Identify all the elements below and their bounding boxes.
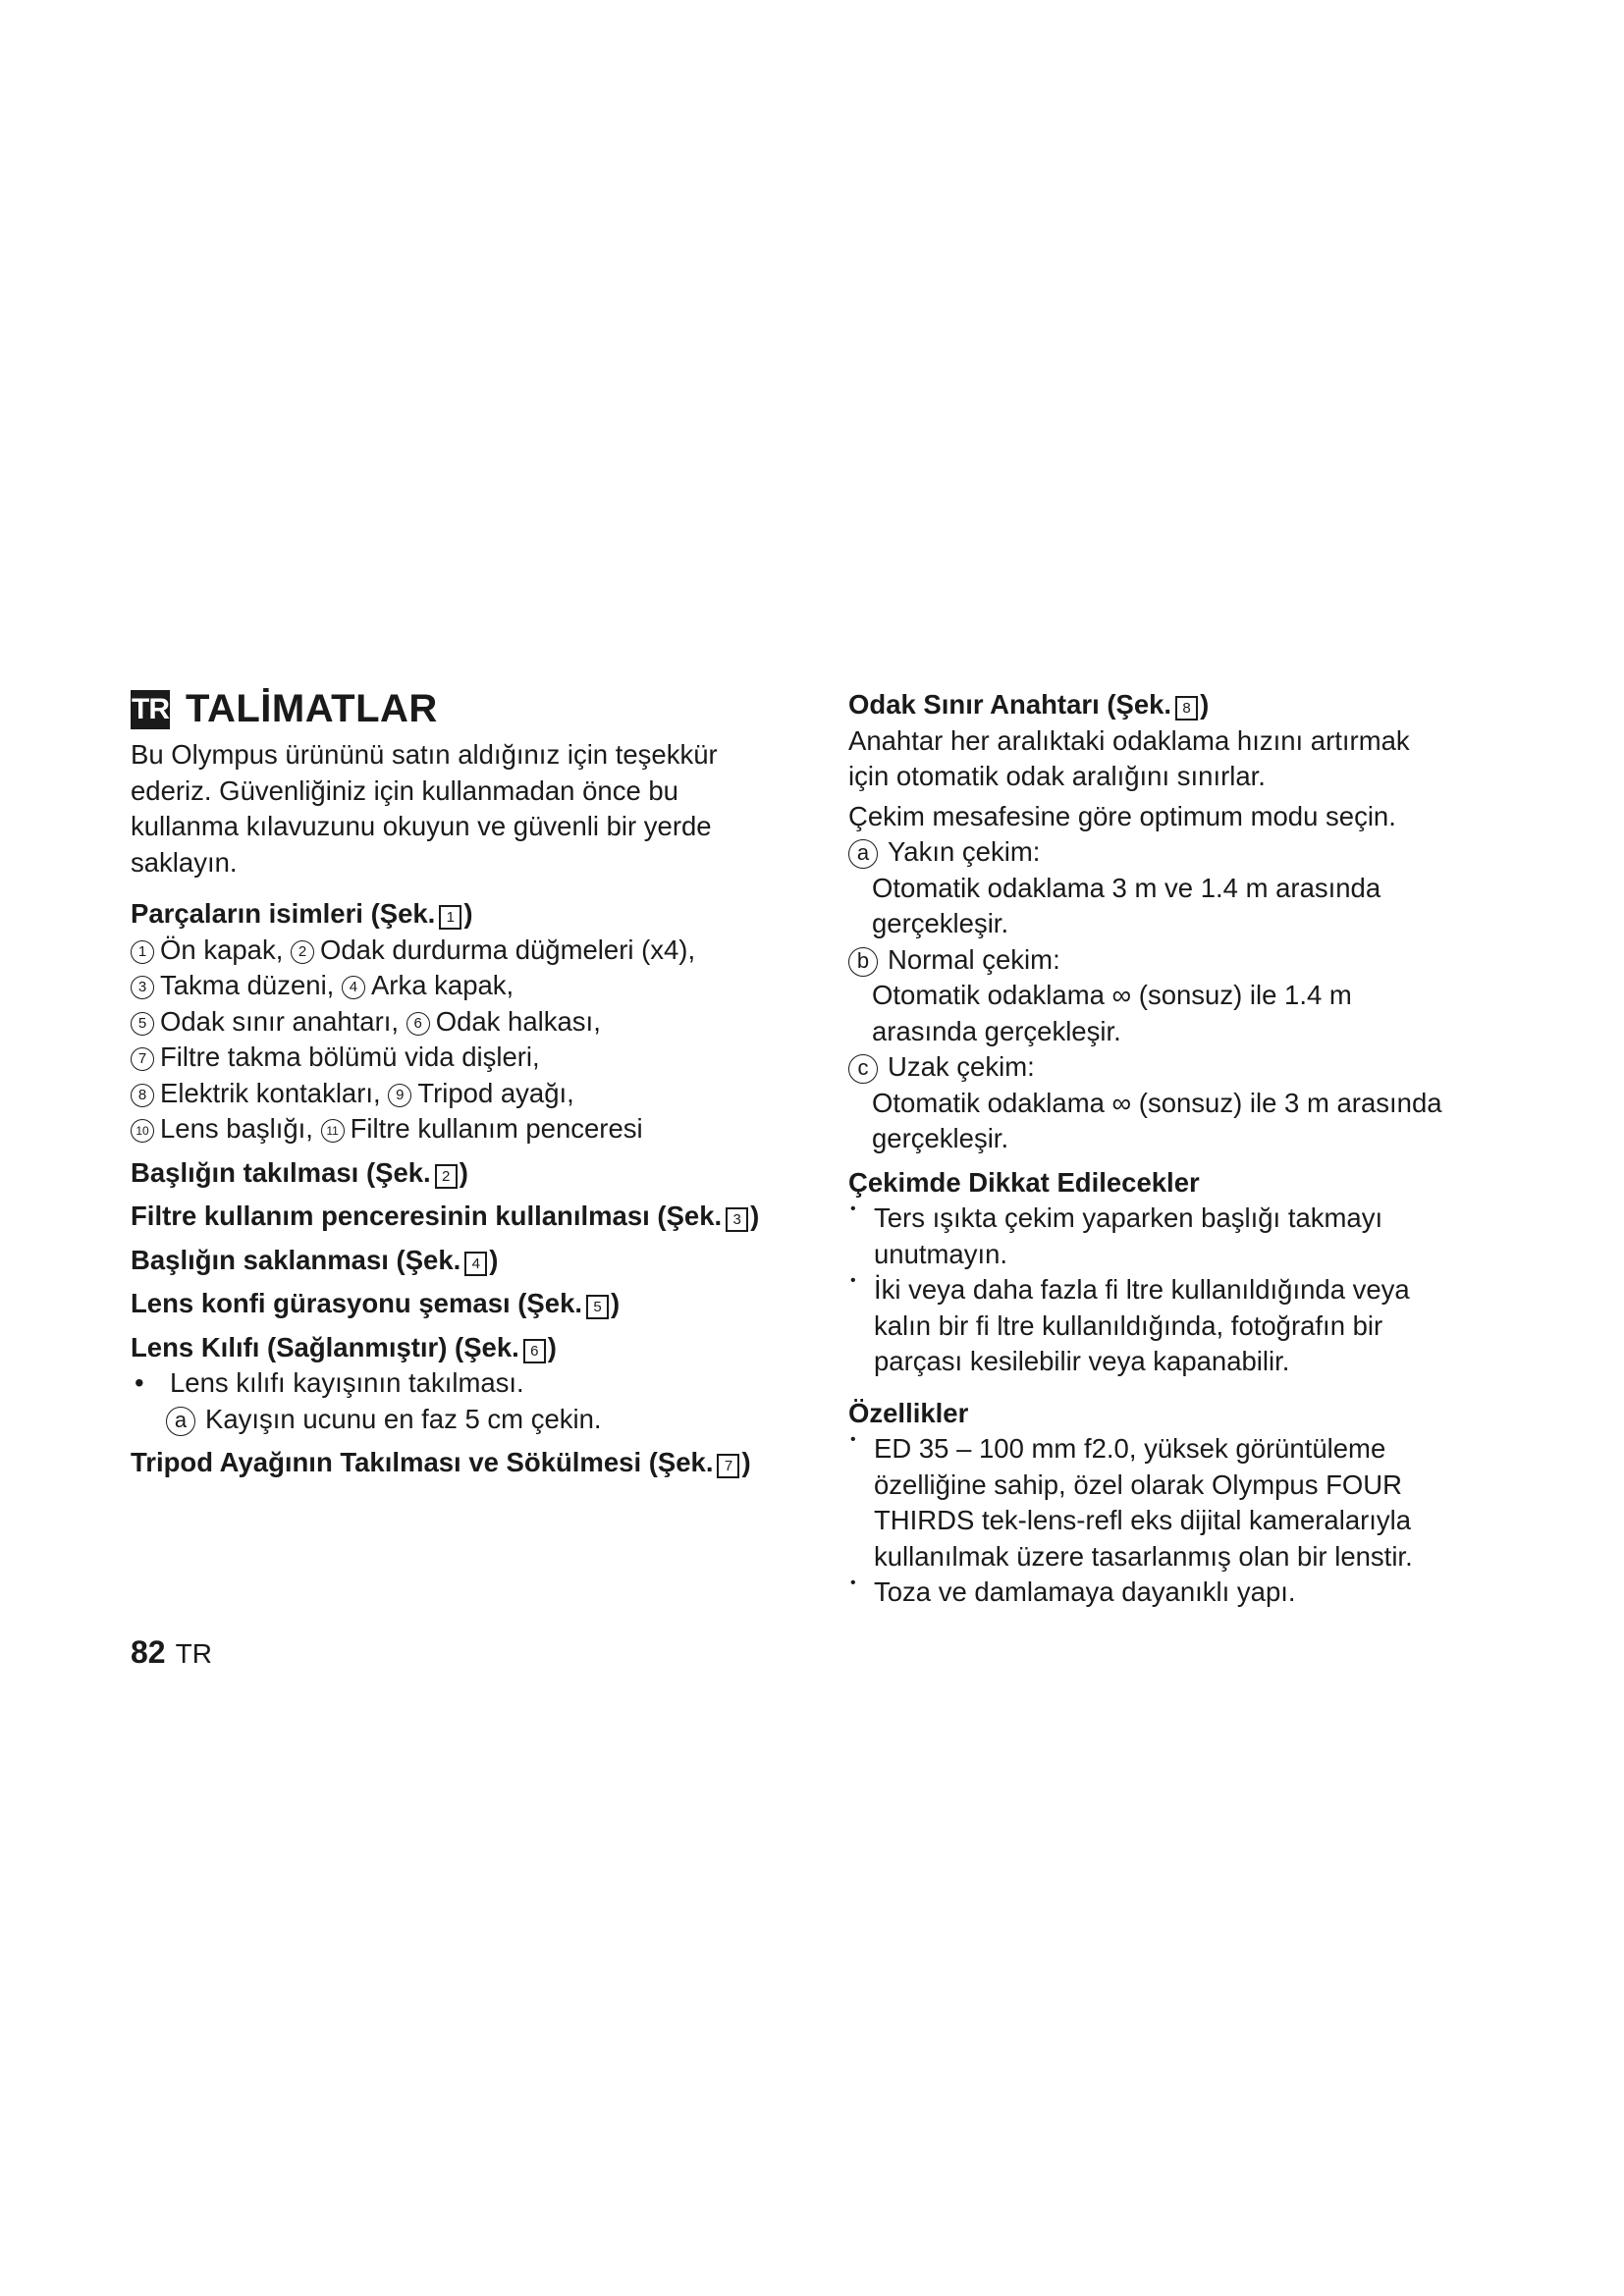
- part-number: 11: [321, 1119, 345, 1143]
- title-row: [131, 687, 818, 731]
- figure-ref: 4: [464, 1252, 487, 1276]
- focus-modes: [848, 834, 1536, 1157]
- letter-marker: a: [848, 839, 878, 869]
- figure-ref: 3: [726, 1207, 748, 1232]
- attach-hood-section: [131, 1155, 818, 1192]
- footer-language: TR: [175, 1638, 212, 1669]
- tripod-section: [131, 1445, 818, 1481]
- features-heading: Özellikler: [848, 1397, 969, 1428]
- filter-window-heading: Filtre kullanım penceresinin kullanılması (Şek. 3 ): [131, 1201, 760, 1231]
- filter-window-heading-text: Filtre kullanım penceresinin kullanılması (Şek.: [131, 1201, 723, 1231]
- focus-mode-desc: Otomatik odaklama 3 m ve 1.4 m arasında: [872, 872, 1381, 903]
- cautions-section: [848, 1165, 1536, 1380]
- caution-item: [848, 1201, 1536, 1272]
- focus-mode-label: [848, 1049, 1536, 1086]
- lens-case-sub: [131, 1402, 818, 1438]
- part-number: 7: [131, 1047, 154, 1071]
- feature-item-line: THIRDS tek-lens-refl eks dijital kameralarıyla: [874, 1505, 1412, 1535]
- focus-mode-desc: gerçekleşir.: [872, 1123, 1009, 1153]
- part-number: 2: [291, 940, 314, 964]
- feature-item: [848, 1431, 1536, 1575]
- lens-case-bullet: • Lens kılıfı kayışının takılması.: [131, 1365, 818, 1402]
- parts-line: [131, 1111, 818, 1148]
- intro-line: saklayın.: [131, 846, 238, 878]
- filter-window-section: [131, 1199, 818, 1235]
- lens-case-heading: Lens Kılıfı (Sağlanmıştır) (Şek. 6 ): [131, 1331, 557, 1362]
- letter-marker: c: [848, 1054, 878, 1084]
- caution-item-line: unutmayın.: [874, 1238, 1008, 1269]
- figure-ref: 1: [439, 905, 461, 930]
- intro-line: ederiz. Güvenliğiniz için kullanmadan önce bu: [131, 774, 678, 806]
- features-list: [848, 1431, 1536, 1611]
- part-name: Filtre takma bölümü vida dişleri,: [160, 1041, 540, 1072]
- part-name: Odak sınır anahtarı,: [160, 1005, 406, 1037]
- part-number: 10: [131, 1119, 154, 1143]
- caution-item-line: kalın bir fi ltre kullanıldığında, fotoğrafın bir: [874, 1309, 1383, 1341]
- attach-hood-heading-text: Başlığın takılması (Şek.: [131, 1156, 431, 1188]
- parts-line: [131, 968, 818, 1004]
- caution-item-line: parçası kesilebilir veya kapanabilir.: [874, 1346, 1290, 1376]
- parts-section: [131, 896, 818, 1148]
- caution-item-line: • Ters ışıkta çekim yaparken başlığı takmayı: [874, 1202, 1383, 1233]
- part-name: Elektrik kontakları,: [160, 1077, 389, 1108]
- attach-hood-heading: Başlığın takılması (Şek. 2 ): [131, 1156, 468, 1188]
- feature-item-line: özelliğine sahip, özel olarak Olympus FOUR: [874, 1468, 1402, 1500]
- letter-marker: b: [848, 947, 878, 977]
- caution-item-line: • İki veya daha fazla fi ltre kullanıldığında veya: [874, 1274, 1410, 1305]
- part-number: 8: [131, 1084, 154, 1107]
- focus-limit-text: Anahtar her aralıktaki odaklama hızını artırmak: [848, 724, 1410, 756]
- figure-ref: 7: [717, 1454, 739, 1478]
- cautions-list: [848, 1201, 1536, 1380]
- lens-case-section: [131, 1330, 818, 1438]
- part-name: Odak halkası,: [435, 1005, 601, 1037]
- feature-item-line: • Toza ve damlamaya dayanıklı yapı.: [874, 1576, 1296, 1607]
- feature-item-line: kullanılmak üzere tasarlanmış olan bir lenstir.: [874, 1540, 1413, 1572]
- parts-line: [131, 1040, 818, 1076]
- tripod-heading-text: Tripod Ayağının Takılması ve Sökülmesi (Şek.: [131, 1447, 714, 1477]
- parts-list: [131, 933, 818, 1148]
- focus-mode-desc: gerçekleşir.: [872, 908, 1009, 938]
- lens-config-heading: Lens konfi gürasyonu şeması (Şek. 5 ): [131, 1288, 621, 1318]
- part-number: 5: [131, 1012, 154, 1036]
- parts-line: [131, 1076, 818, 1112]
- part-number: 4: [342, 976, 365, 999]
- part-name: Arka kapak,: [370, 970, 514, 1000]
- feature-item-line: • ED 35 – 100 mm f2.0, yüksek görüntüleme: [874, 1433, 1386, 1464]
- parts-heading: Parçaların isimleri (Şek. 1 ): [131, 898, 473, 929]
- focus-mode-label-text: Yakın çekim:: [888, 836, 1041, 867]
- features-section: [848, 1396, 1536, 1611]
- intro-line: Bu Olympus ürününü satın aldığınız için teşekkür: [131, 739, 718, 770]
- parts-line: [131, 933, 818, 969]
- page-title: TALİMATLAR: [186, 687, 438, 730]
- left-column: [131, 687, 818, 1481]
- part-number: 3: [131, 976, 154, 999]
- store-hood-section: [131, 1243, 818, 1279]
- figure-ref: 6: [523, 1339, 546, 1363]
- part-number: 1: [131, 940, 154, 964]
- right-column: [848, 687, 1536, 1611]
- store-hood-heading-text: Başlığın saklanması (Şek.: [131, 1244, 461, 1275]
- lens-config-heading-text: Lens konfi gürasyonu şeması (Şek.: [131, 1288, 583, 1318]
- intro-line: kullanma kılavuzunu okuyun ve güvenli bir yerde: [131, 811, 712, 841]
- letter-marker: a: [166, 1407, 195, 1436]
- lens-case-heading-text: Lens Kılıfı (Sağlanmıştır) (Şek.: [131, 1331, 519, 1362]
- part-name: Filtre kullanım penceresi: [350, 1113, 643, 1144]
- focus-limit-text: için otomatik odak aralığını sınırlar.: [848, 761, 1266, 791]
- part-name: Takma düzeni,: [160, 970, 342, 1000]
- cautions-heading: Çekimde Dikkat Edilecekler: [848, 1166, 1200, 1198]
- caution-item: [848, 1272, 1536, 1380]
- focus-limit-section: [848, 687, 1536, 1157]
- page-footer: [131, 1634, 212, 1671]
- part-name: Odak durdurma düğmeleri (x4),: [320, 934, 696, 965]
- part-name: Ön kapak,: [160, 934, 291, 965]
- figure-ref: 5: [586, 1295, 609, 1319]
- part-name: Lens başlığı,: [160, 1113, 321, 1144]
- language-badge: TR: [131, 690, 170, 729]
- focus-mode-desc: arasında gerçekleşir.: [872, 1015, 1121, 1046]
- page-number: 82: [131, 1634, 166, 1670]
- figure-ref: 2: [435, 1164, 458, 1189]
- focus-mode-label-text: Uzak çekim:: [888, 1051, 1035, 1082]
- focus-mode-desc: Otomatik odaklama ∞ (sonsuz) ile 3 m arasında: [872, 1087, 1442, 1118]
- lens-config-section: [131, 1286, 818, 1322]
- tripod-heading: Tripod Ayağının Takılması ve Sökülmesi (Şek. 7 ): [131, 1447, 751, 1477]
- figure-ref: 8: [1175, 696, 1198, 721]
- store-hood-heading: Başlığın saklanması (Şek. 4 ): [131, 1244, 499, 1275]
- feature-item: [848, 1575, 1536, 1611]
- focus-mode-label: [848, 834, 1536, 871]
- intro-paragraph: [131, 737, 818, 881]
- focus-limit-heading-text: Odak Sınır Anahtarı (Şek.: [848, 689, 1172, 720]
- part-number: 6: [406, 1012, 430, 1036]
- part-name: Tripod ayağı,: [417, 1077, 574, 1108]
- focus-mode-label-text: Normal çekim:: [888, 943, 1060, 975]
- focus-limit-text: Çekim mesafesine göre optimum modu seçin.: [848, 800, 1396, 831]
- focus-limit-heading: Odak Sınır Anahtarı (Şek. 8 ): [848, 689, 1210, 720]
- focus-mode-label: [848, 942, 1536, 979]
- lens-case-sub-text: Kayışın ucunu en faz 5 cm çekin.: [205, 1403, 602, 1434]
- parts-line: [131, 1004, 818, 1041]
- part-number: 9: [388, 1084, 411, 1107]
- parts-heading-text: Parçaların isimleri (Şek.: [131, 898, 436, 929]
- focus-mode-desc: Otomatik odaklama ∞ (sonsuz) ile 1.4 m: [872, 980, 1352, 1010]
